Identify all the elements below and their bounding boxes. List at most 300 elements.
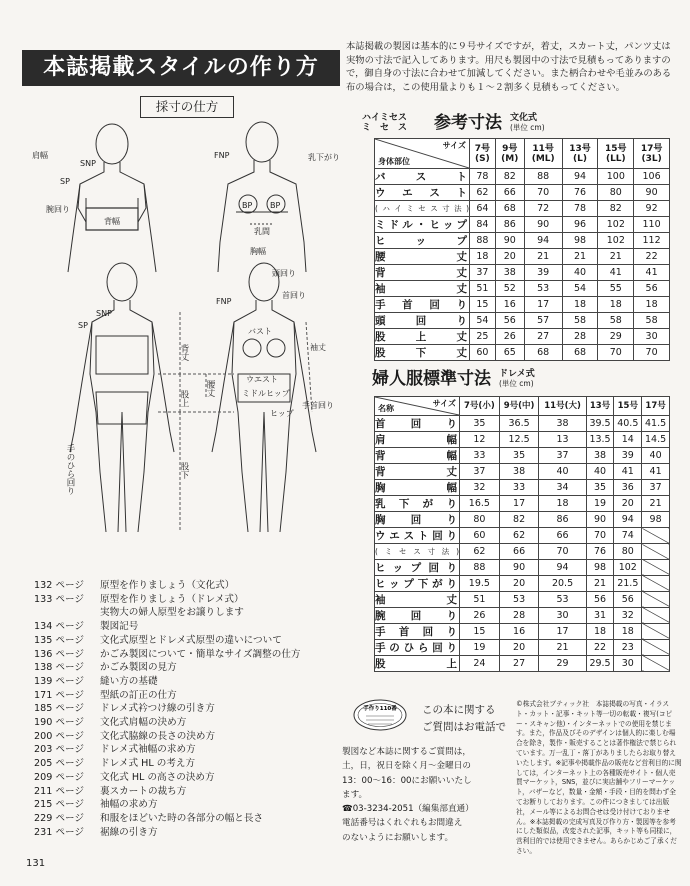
toc-item <box>34 716 334 730</box>
table-cell: 25 <box>470 328 496 344</box>
reference-size-table <box>374 138 670 361</box>
row-name: 乳下がり <box>375 496 460 512</box>
measurement-title: 採寸の仕方 <box>140 96 234 118</box>
row-name: 股上丈 <box>375 328 470 344</box>
table-cell: 26 <box>460 607 500 623</box>
empty-cell <box>642 623 670 639</box>
row-name: (ミセス寸法) <box>375 544 460 560</box>
empty-cell <box>642 591 670 607</box>
toc-title: 和服をほどいた時の各部分の幅と長さ <box>100 812 264 824</box>
table-cell: 18 <box>470 248 496 264</box>
table-cell: 21 <box>642 496 670 512</box>
label-back-length: 背丈 <box>179 344 189 361</box>
corner-box <box>375 397 459 415</box>
empty-cell <box>642 655 670 671</box>
label-wrist: 手首回り <box>302 401 334 410</box>
size-number: 11号 <box>532 143 554 154</box>
table-cell: 60 <box>470 344 496 360</box>
toc-item <box>34 675 334 689</box>
table-cell: 35 <box>586 480 614 496</box>
row-name: ヒップ下がり <box>375 575 460 591</box>
table-cell: 64 <box>470 201 496 217</box>
table-row <box>375 575 670 591</box>
table-cell: 41 <box>598 264 634 280</box>
table-cell: 82 <box>495 169 524 185</box>
row-name: 手首回り <box>375 296 470 312</box>
toc-title: 文化式脇線の長さの決め方 <box>100 730 216 742</box>
size-header <box>562 139 598 169</box>
toc-item <box>34 606 334 620</box>
table-cell: 21.5 <box>614 575 642 591</box>
table-row <box>375 328 670 344</box>
table-row <box>375 607 670 623</box>
row-name: 腰丈 <box>375 248 470 264</box>
size-header <box>634 139 670 169</box>
toc-title: 文化式肩幅の決め方 <box>100 717 187 729</box>
row-name: 背幅 <box>375 448 460 464</box>
table-cell: 70 <box>586 528 614 544</box>
table-cell: 82 <box>598 201 634 217</box>
size-number: 15号 <box>605 143 627 154</box>
table-cell: 12.5 <box>499 432 539 448</box>
table-cell: 17 <box>539 623 586 639</box>
table-cell: 38 <box>539 416 586 432</box>
toc-page-ref: 171 ページ <box>34 689 84 701</box>
table-cell: 19.5 <box>460 575 500 591</box>
table-cell: 21 <box>598 248 634 264</box>
table-cell: 80 <box>614 544 642 560</box>
label-head: 頭回り <box>272 269 296 278</box>
size-header: 7号(小) <box>460 397 500 416</box>
label-bp-left: BP <box>242 201 253 210</box>
table-cell: 41.5 <box>642 416 670 432</box>
table-cell: 29 <box>539 655 586 671</box>
back-full-figure <box>70 263 174 532</box>
intro-text: 本誌掲載の製図は基本的に９号サイズですが，着丈，スカート丈，パンツ丈は実物の寸法で記入してあります。用尺も製図中の寸法で見積もってありますので，御自身の寸法に合わせて加減してください。また柄合わせや毛並みのある布の場合は，この使用量よりも１～２割多く見積もってください。 <box>346 41 672 93</box>
table-cell: 53 <box>539 591 586 607</box>
toc-page-ref: 231 ページ <box>34 826 84 838</box>
toc-item <box>34 593 334 607</box>
table-row <box>375 544 670 560</box>
row-name: 肩幅 <box>375 432 460 448</box>
table-row <box>375 344 670 360</box>
empty-cell <box>642 575 670 591</box>
table-cell: 84 <box>470 216 496 232</box>
label-waist: ウエスト <box>246 375 278 384</box>
toc-title: ドレメ式袖幅の求め方 <box>100 744 196 756</box>
row-name: ヒップ <box>375 232 470 248</box>
label-hip: ヒップ <box>270 409 294 418</box>
table-cell: 18 <box>598 296 634 312</box>
table1-title: 参考寸法 <box>434 113 502 133</box>
size-code: (M) <box>501 153 519 164</box>
table-cell: 78 <box>470 169 496 185</box>
size-header <box>470 139 496 169</box>
empty-cell <box>642 607 670 623</box>
table-row <box>375 232 670 248</box>
label-snp-back: SNP <box>80 159 96 168</box>
table-cell: 88 <box>524 169 562 185</box>
table-cell: 18 <box>614 623 642 639</box>
row-name: 胸幅 <box>375 480 460 496</box>
toc-item <box>34 757 334 771</box>
table-cell: 33 <box>499 480 539 496</box>
table-cell: 53 <box>524 280 562 296</box>
table-cell: 52 <box>495 280 524 296</box>
row-name: 股下丈 <box>375 344 470 360</box>
phone-icon <box>352 698 408 732</box>
table-cell: 30 <box>634 328 670 344</box>
table-cell: 65 <box>495 344 524 360</box>
toc-item <box>34 812 334 826</box>
table-cell: 57 <box>524 312 562 328</box>
table-cell: 68 <box>495 201 524 217</box>
table-cell: 70 <box>524 185 562 201</box>
table-cell: 35 <box>499 448 539 464</box>
size-code: (ML) <box>531 153 555 164</box>
size-number: 13号 <box>569 143 591 154</box>
label-sp: SP <box>78 321 88 330</box>
table-cell: 102 <box>598 216 634 232</box>
toc-item <box>34 579 334 593</box>
table-cell: 21 <box>524 248 562 264</box>
table1-subtitle: 文化式 (単位 cm) <box>510 113 545 132</box>
table-row <box>375 448 670 464</box>
table-corner-cell <box>375 397 460 416</box>
table1-header <box>362 108 545 133</box>
toc-page-ref: 229 ページ <box>34 812 84 824</box>
table-cell: 22 <box>586 639 614 655</box>
table-cell: 20 <box>499 639 539 655</box>
table-cell: 70 <box>634 344 670 360</box>
toc-item <box>34 689 334 703</box>
table-cell: 17 <box>499 496 539 512</box>
empty-cell <box>642 639 670 655</box>
row-name: バスト <box>375 169 470 185</box>
table-cell: 53 <box>499 591 539 607</box>
row-name: 背丈 <box>375 264 470 280</box>
toc-page-ref: 132 ページ <box>34 580 84 591</box>
size-number: 17号 <box>640 143 663 154</box>
corner-box <box>375 139 469 168</box>
table2-header <box>372 364 535 389</box>
table-header-row <box>375 139 670 169</box>
table-cell: 21 <box>539 639 586 655</box>
size-header: 17号 <box>642 397 670 416</box>
table-cell: 98 <box>562 232 598 248</box>
table-cell: 90 <box>499 559 539 575</box>
table-row <box>375 264 670 280</box>
table-cell: 56 <box>614 591 642 607</box>
toc-page-ref: 203 ページ <box>34 744 84 756</box>
row-name: 手首回り <box>375 623 460 639</box>
label-crotch-up: 股上 <box>179 390 189 407</box>
phone-number: ☎03-3234-2051（編集部直通） <box>342 804 474 815</box>
size-code: (L) <box>573 153 588 164</box>
toc-title: 型紙の訂正の仕方 <box>100 689 177 701</box>
label-crotch-down: 股下 <box>179 462 189 479</box>
table-cell: 86 <box>495 216 524 232</box>
toc-item <box>34 661 334 675</box>
table-cell: 20 <box>614 496 642 512</box>
table-cell: 18 <box>634 296 670 312</box>
table-cell: 38 <box>495 264 524 280</box>
table-cell: 90 <box>586 512 614 528</box>
size-header: 13号 <box>586 397 614 416</box>
toc-page-ref: 209 ページ <box>34 771 84 783</box>
table-cell: 12 <box>460 432 500 448</box>
label-chest-width: 胸幅 <box>250 247 266 256</box>
table-row <box>375 185 670 201</box>
label-neck: 首回り <box>282 291 306 300</box>
table-cell: 66 <box>499 544 539 560</box>
table-cell: 39.5 <box>586 416 614 432</box>
table-row <box>375 591 670 607</box>
table-cell: 28 <box>499 607 539 623</box>
size-code: (S) <box>475 153 490 164</box>
table-cell: 72 <box>524 201 562 217</box>
toc-item <box>34 648 334 662</box>
contact-title: この本に関する ご質問はお電話で <box>422 704 506 733</box>
table-cell: 41 <box>642 464 670 480</box>
toc-page-ref: 135 ページ <box>34 634 84 646</box>
table-row <box>375 559 670 575</box>
table-row <box>375 623 670 639</box>
page-reference-list <box>34 579 334 839</box>
toc-page-ref: 200 ページ <box>34 730 84 742</box>
table-cell: 94 <box>562 169 598 185</box>
label-bp-right: BP <box>270 201 281 210</box>
table-cell: 41 <box>614 464 642 480</box>
table-cell: 40 <box>642 448 670 464</box>
table-cell: 32 <box>614 607 642 623</box>
table-row <box>375 655 670 671</box>
table-cell: 40 <box>586 464 614 480</box>
table-row <box>375 464 670 480</box>
table-cell: 20 <box>499 575 539 591</box>
back-upper-figure <box>68 124 156 272</box>
label-sp-back: SP <box>60 177 70 186</box>
table-cell: 38 <box>586 448 614 464</box>
label-armhole: 腕回り <box>46 205 70 214</box>
toc-title: 縫い方の基礎 <box>100 675 158 687</box>
table-cell: 90 <box>524 216 562 232</box>
table-row <box>375 201 670 217</box>
table-cell: 14 <box>614 432 642 448</box>
table-cell: 94 <box>614 512 642 528</box>
row-name: ヒップ回り <box>375 559 460 575</box>
toc-page-ref: 215 ページ <box>34 799 84 811</box>
label-fnp-top: FNP <box>214 151 230 160</box>
toc-title: 実物大の婦人原型をお譲りします <box>100 607 244 619</box>
toc-item <box>34 743 334 757</box>
toc-page-ref: 190 ページ <box>34 717 84 729</box>
table-cell: 37 <box>642 480 670 496</box>
toc-title: 裏スカートの裁ち方 <box>100 785 187 797</box>
label-palm: 手のひら回り <box>65 444 75 495</box>
row-name: 首回り <box>375 416 460 432</box>
size-code: (3L) <box>641 153 662 164</box>
row-name: (ハイミセス寸法) <box>375 201 470 217</box>
toc-title: 裾線の引き方 <box>100 826 158 838</box>
page-number: 131 <box>26 858 46 869</box>
table-cell: 102 <box>598 232 634 248</box>
table-cell: 36.5 <box>499 416 539 432</box>
table-cell: 24 <box>460 655 500 671</box>
toc-page-ref: 134 ページ <box>34 621 84 633</box>
table-cell: 76 <box>586 544 614 560</box>
toc-title: 製図記号 <box>100 621 139 633</box>
table-cell: 21 <box>562 248 598 264</box>
table2-subtitle: ドレメ式 (単位 cm) <box>499 369 535 388</box>
row-name: 袖丈 <box>375 591 460 607</box>
table-cell: 70 <box>539 544 586 560</box>
label-bust: バスト <box>248 327 272 336</box>
table-cell: 37 <box>470 264 496 280</box>
label-under-bust: 乳下がり <box>308 153 340 162</box>
table-cell: 21 <box>586 575 614 591</box>
corner-part-label: 身体部位 <box>378 157 410 166</box>
table-header-row <box>375 397 670 416</box>
table-cell: 56 <box>586 591 614 607</box>
standard-size-table <box>374 396 670 672</box>
table-row <box>375 496 670 512</box>
table-cell: 27 <box>499 655 539 671</box>
table-cell: 94 <box>539 559 586 575</box>
table-cell: 86 <box>539 512 586 528</box>
table-cell: 39 <box>614 448 642 464</box>
table-row <box>375 416 670 432</box>
row-name: 背丈 <box>375 464 460 480</box>
table-cell: 78 <box>562 201 598 217</box>
toc-item <box>34 702 334 716</box>
row-name: 手のひら回り <box>375 639 460 655</box>
row-name: ウエスト回り <box>375 528 460 544</box>
table-cell: 106 <box>634 169 670 185</box>
toc-item <box>34 730 334 744</box>
table-cell: 90 <box>634 185 670 201</box>
table-cell: 56 <box>495 312 524 328</box>
toc-title: かごみ製図の見方 <box>100 662 177 674</box>
label-nipple-gap: 乳間 <box>254 227 270 236</box>
table-cell: 68 <box>562 344 598 360</box>
table-cell: 40.5 <box>614 416 642 432</box>
table-cell: 51 <box>470 280 496 296</box>
table-cell: 16.5 <box>460 496 500 512</box>
toc-page-ref: 133 ページ <box>34 593 84 605</box>
label-sleeve-length: 袖丈 <box>310 343 326 352</box>
table-cell: 22 <box>634 248 670 264</box>
row-name: 袖丈 <box>375 280 470 296</box>
table-cell: 98 <box>642 512 670 528</box>
page-title: 本誌掲載スタイルの作り方 <box>22 50 340 86</box>
table-cell: 92 <box>634 201 670 217</box>
toc-title: 原型を作りましょう（文化式） <box>100 580 235 591</box>
table-row <box>375 248 670 264</box>
label-middle-hip: ミドルヒップ <box>242 389 290 398</box>
table-cell: 62 <box>499 528 539 544</box>
table-cell: 58 <box>562 312 598 328</box>
table-cell: 110 <box>634 216 670 232</box>
table-cell: 29 <box>598 328 634 344</box>
toc-title: かごみ製図について・簡単なサイズ調整の仕方 <box>100 648 301 660</box>
label-back-width: 背幅 <box>104 217 120 226</box>
table-cell: 68 <box>524 344 562 360</box>
table-cell: 36 <box>614 480 642 496</box>
toc-title: 文化式原型とドレメ式原型の違いについて <box>100 634 282 646</box>
table-cell: 23 <box>614 639 642 655</box>
table-cell: 112 <box>634 232 670 248</box>
table-cell: 20 <box>495 248 524 264</box>
table1-category: ハイミセス ミ セ ス <box>362 113 408 133</box>
table-cell: 35 <box>460 416 500 432</box>
table-cell: 60 <box>460 528 500 544</box>
toc-page-ref: 136 ページ <box>34 648 84 660</box>
table-cell: 37 <box>460 464 500 480</box>
table-cell: 96 <box>562 216 598 232</box>
table-cell: 30 <box>539 607 586 623</box>
table-cell: 16 <box>499 623 539 639</box>
size-header: 15号 <box>614 397 642 416</box>
empty-cell <box>642 559 670 575</box>
body-measurement-figure <box>20 112 340 560</box>
toc-page-ref <box>34 606 100 620</box>
table-cell: 27 <box>524 328 562 344</box>
label-waist-length: 腰丈 <box>205 380 215 397</box>
toc-page-ref: 138 ページ <box>34 662 84 674</box>
table-cell: 15 <box>470 296 496 312</box>
table-cell: 16 <box>495 296 524 312</box>
toc-item <box>34 634 334 648</box>
size-header <box>598 139 634 169</box>
table-cell: 15 <box>460 623 500 639</box>
table-row <box>375 480 670 496</box>
size-number: 9号 <box>502 143 518 154</box>
size-code: (LL) <box>605 153 626 164</box>
table-cell: 51 <box>460 591 500 607</box>
table-row <box>375 312 670 328</box>
table-cell: 13.5 <box>586 432 614 448</box>
toc-title: ドレメ式衿つけ線の引き方 <box>100 703 215 715</box>
table-cell: 40 <box>539 464 586 480</box>
row-name: ウエスト <box>375 185 470 201</box>
table-cell: 82 <box>499 512 539 528</box>
table-row <box>375 528 670 544</box>
table-cell: 66 <box>495 185 524 201</box>
table-row <box>375 169 670 185</box>
table-cell: 17 <box>524 296 562 312</box>
size-header <box>495 139 524 169</box>
table-cell: 62 <box>470 185 496 201</box>
row-name: 腕回り <box>375 607 460 623</box>
label-snp: SNP <box>96 309 112 318</box>
size-header: 9号(中) <box>499 397 539 416</box>
table-cell: 39 <box>524 264 562 280</box>
table-row <box>375 296 670 312</box>
table-cell: 37 <box>539 448 586 464</box>
table-cell: 41 <box>634 264 670 280</box>
copyright-notice: ©株式会社ブティック社 本誌掲載の写真・イラスト・カット・記事・キット等一切の転載・複写(コピー・スキャン他)・インターネットでの使用を禁じます。また，作品及びそのデザインは個人的に楽しむ場合を除き，製作・販売することは著作権法で禁じられています。万一乱丁・落丁がありましたらお取り替えいたします。※記事や掲載作品の販売など営利目的に関しては，インターネット上の各種販売サイト・個人売買マーケット，SNS，並びに実店舗やフリーマーケット，バザーなど，数量・金額・手段・目的を問わず全てお断りしております。この件につきましては出版社，メール等によるお問合せは受け付けておりません。※本誌掲載の完成写真及び作り方・製図等を参考にした類似品，改変された記事，キット等も同様に，営利目的では使用できません。あらかじめご了承ください。 <box>516 700 682 855</box>
table-cell: 34 <box>539 480 586 496</box>
toc-item <box>34 771 334 785</box>
table-cell: 88 <box>460 559 500 575</box>
table-cell: 56 <box>634 280 670 296</box>
table-cell: 29.5 <box>586 655 614 671</box>
table-cell: 98 <box>586 559 614 575</box>
corner-size-label: サイズ <box>442 141 466 150</box>
table-cell: 31 <box>586 607 614 623</box>
table-row <box>375 280 670 296</box>
